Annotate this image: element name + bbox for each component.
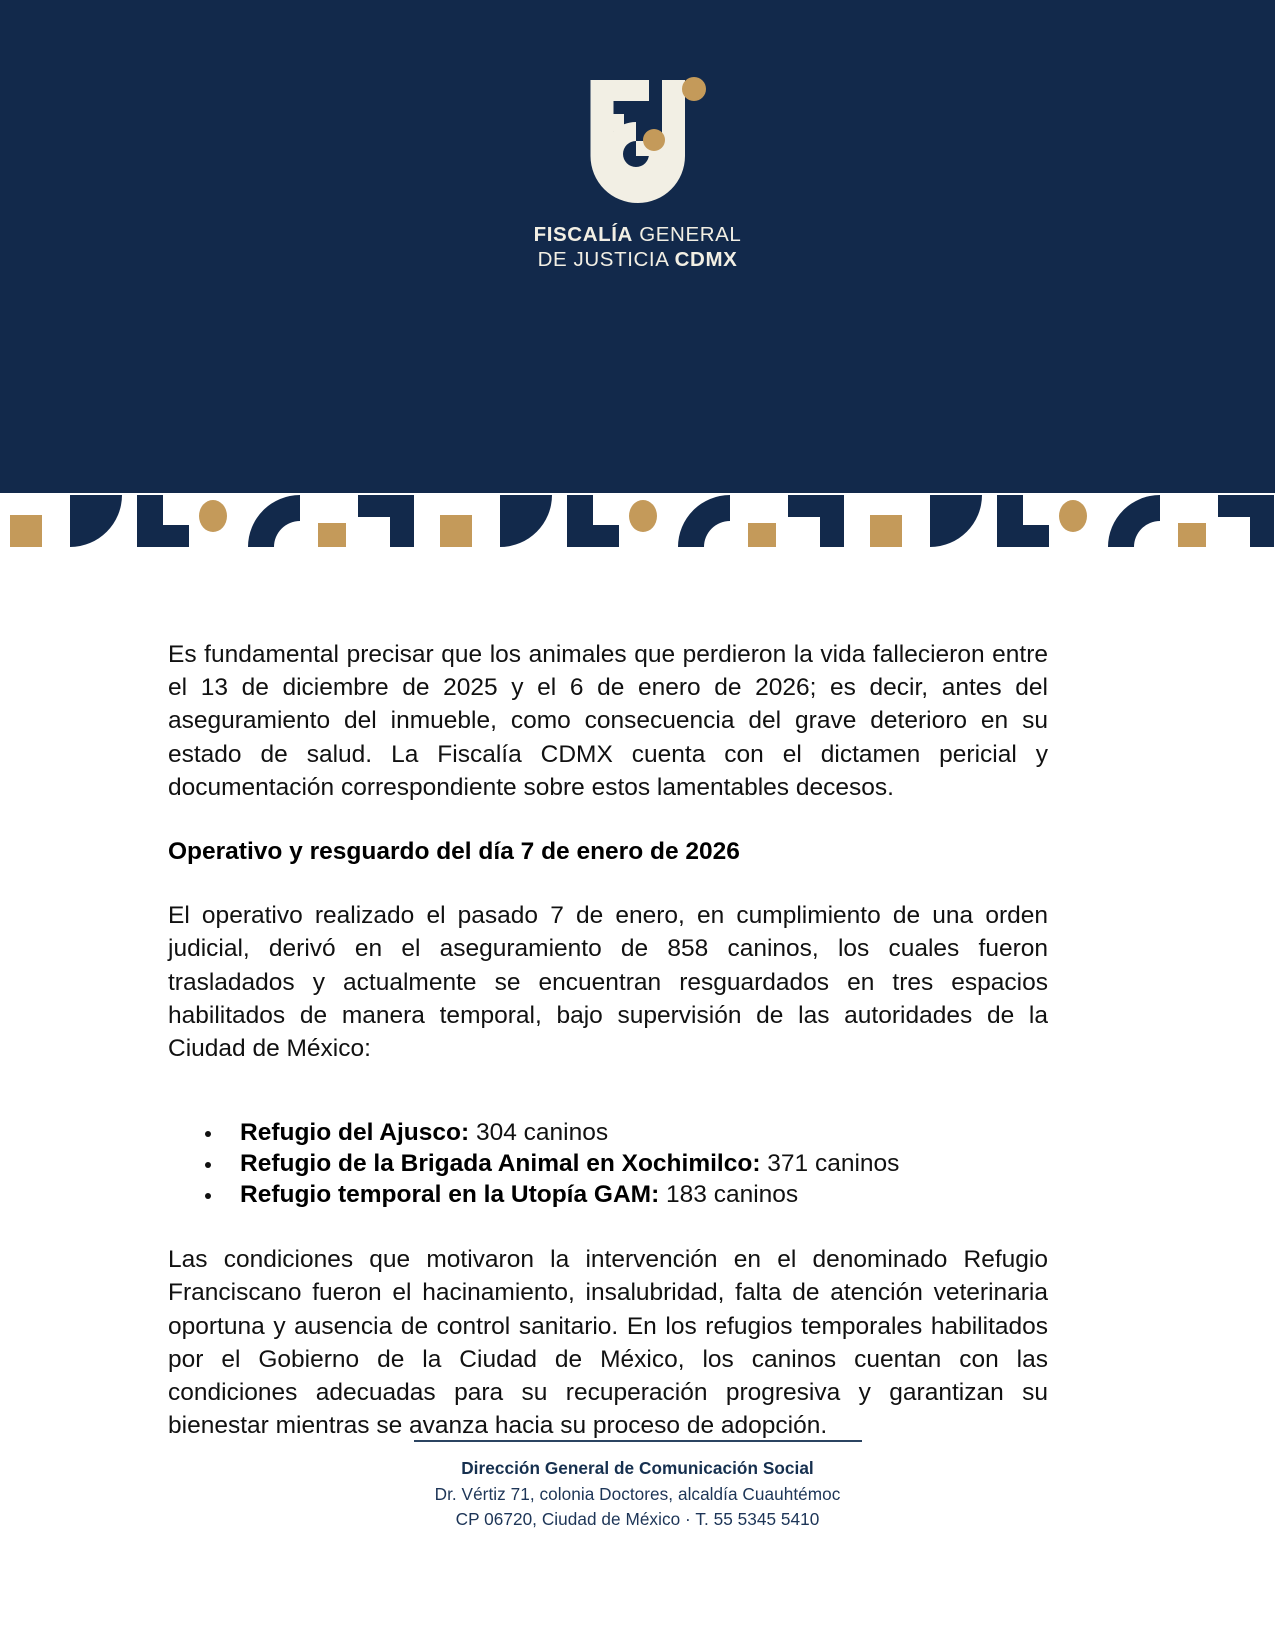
list-item xyxy=(168,1117,1048,1148)
section-heading-operativo: Operativo y resguardo del día 7 de enero de 2026 xyxy=(168,838,740,866)
footer-contact: CP 06720, Ciudad de México · T. 55 5345 5410 xyxy=(455,1509,820,1529)
wordmark-line-2: DE JUSTICIA CDMX xyxy=(537,248,738,272)
decorative-pattern-band xyxy=(0,493,1275,550)
wordmark-line-1: FISCALÍA GENERAL xyxy=(533,223,742,246)
shelter-name: Refugio del Ajusco: xyxy=(240,1119,470,1147)
list-item xyxy=(168,1148,1048,1179)
footer-department: Dirección General de Comunicación Social xyxy=(461,1458,814,1478)
document-body xyxy=(168,638,1048,1442)
footer-divider xyxy=(414,1440,862,1442)
footer-address: Dr. Vértiz 71, colonia Doctores, alcaldía Cuauhtémoc xyxy=(434,1483,841,1504)
shelter-count: 304 caninos xyxy=(469,1119,609,1147)
list-item xyxy=(168,1179,1048,1210)
shelter-count: 371 caninos xyxy=(760,1150,900,1178)
fgj-monogram-logo-icon xyxy=(553,62,723,214)
institution-logo xyxy=(0,62,1275,273)
paragraph-operativo: El operativo realizado el pasado 7 de enero, en cumplimiento de una orden judicial, derivó en el aseguramiento de 858 caninos, los cuales fueron trasladados y actualmente se encuentran resguardados en tres espacios habilitados de manera temporal, bajo supervisión de las autoridades de la Ciudad de México: xyxy=(168,902,1048,1063)
header-banner xyxy=(0,0,1275,493)
institution-wordmark xyxy=(0,222,1275,273)
shelter-name: Refugio temporal en la Utopía GAM: xyxy=(240,1181,660,1209)
paragraph-condiciones: Las condiciones que motivaron la intervención en el denominado Refugio Franciscano fueron el hacinamiento, insalubridad, falta de atención veterinaria oportuna y ausencia de control sanitario. En los refugios temporales habilitados por el Gobierno de la Ciudad de México, los caninos cuentan con las condiciones adecuadas para su recuperación progresiva y garantizan su bienestar mientras se avanza hacia su proceso de adopción. xyxy=(168,1246,1048,1440)
shelter-name: Refugio de la Brigada Animal en Xochimilco: xyxy=(240,1150,761,1178)
shelter-count: 183 caninos xyxy=(659,1181,799,1209)
paragraph-intro: Es fundamental precisar que los animales que perdieron la vida fallecieron entre el 13 de diciembre de 2025 y el 6 de enero de 2026; es decir, antes del aseguramiento del inmueble, como consecuencia del grave deterioro en su estado de salud. La Fiscalía CDMX cuenta con el dictamen pericial y documentación correspondiente sobre estos lamentables decesos. xyxy=(168,641,1048,801)
shelter-list xyxy=(168,1117,1048,1210)
document-footer xyxy=(0,1440,1275,1533)
